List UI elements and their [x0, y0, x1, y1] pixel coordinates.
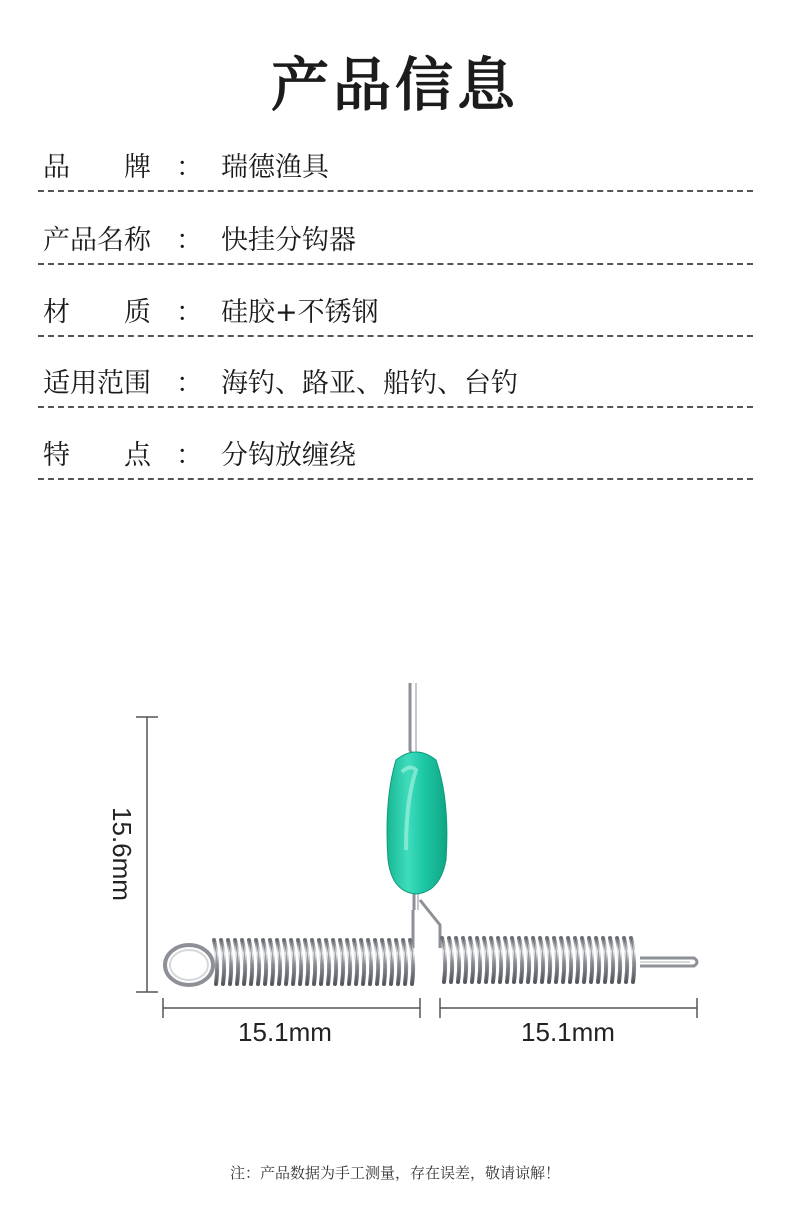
left-loop-ring — [165, 945, 213, 985]
spec-value: 硅胶+不锈钢 — [221, 297, 379, 328]
page-title: 产品信息 — [270, 51, 519, 119]
spec-label: 材 质 — [43, 297, 151, 328]
spec-value: 分钩放缠绕 — [221, 440, 356, 471]
spec-row-feature — [38, 410, 753, 480]
spec-value: 瑞德渔具 — [221, 152, 329, 183]
spec-row-brand — [38, 122, 753, 192]
spec-row-material — [38, 267, 753, 337]
height-dimension-label: 15.6mm — [107, 807, 138, 901]
spec-label: 适用范围 — [43, 368, 151, 399]
height-dimension-line — [136, 717, 158, 992]
spec-label: 产品名称 — [43, 225, 151, 256]
left-width-dimension-line — [163, 998, 420, 1018]
spec-value: 快挂分钩器 — [221, 225, 356, 256]
right-width-dimension-line — [440, 998, 697, 1018]
right-width-label: 15.1mm — [521, 1017, 615, 1047]
spec-label: 特 点 — [43, 440, 151, 471]
spec-colon: ： — [176, 297, 203, 328]
spec-colon: ： — [176, 225, 203, 256]
right-end-hook — [640, 958, 697, 966]
right-spring — [442, 938, 634, 982]
product-diagram — [0, 640, 790, 1100]
measurement-note: 注：产品数据为手工测量，存在误差，敬请谅解！ — [229, 1164, 560, 1182]
spec-colon: ： — [176, 368, 203, 399]
spec-colon: ： — [176, 152, 203, 183]
left-spring — [214, 940, 413, 984]
spec-label: 品 牌 — [43, 152, 151, 183]
spec-row-product-name — [38, 195, 753, 265]
spec-colon: ： — [176, 440, 203, 471]
left-width-label: 15.1mm — [238, 1017, 332, 1047]
spec-row-usage — [38, 338, 753, 408]
spec-value: 海钓、路亚、船钓、台钓 — [221, 368, 518, 399]
